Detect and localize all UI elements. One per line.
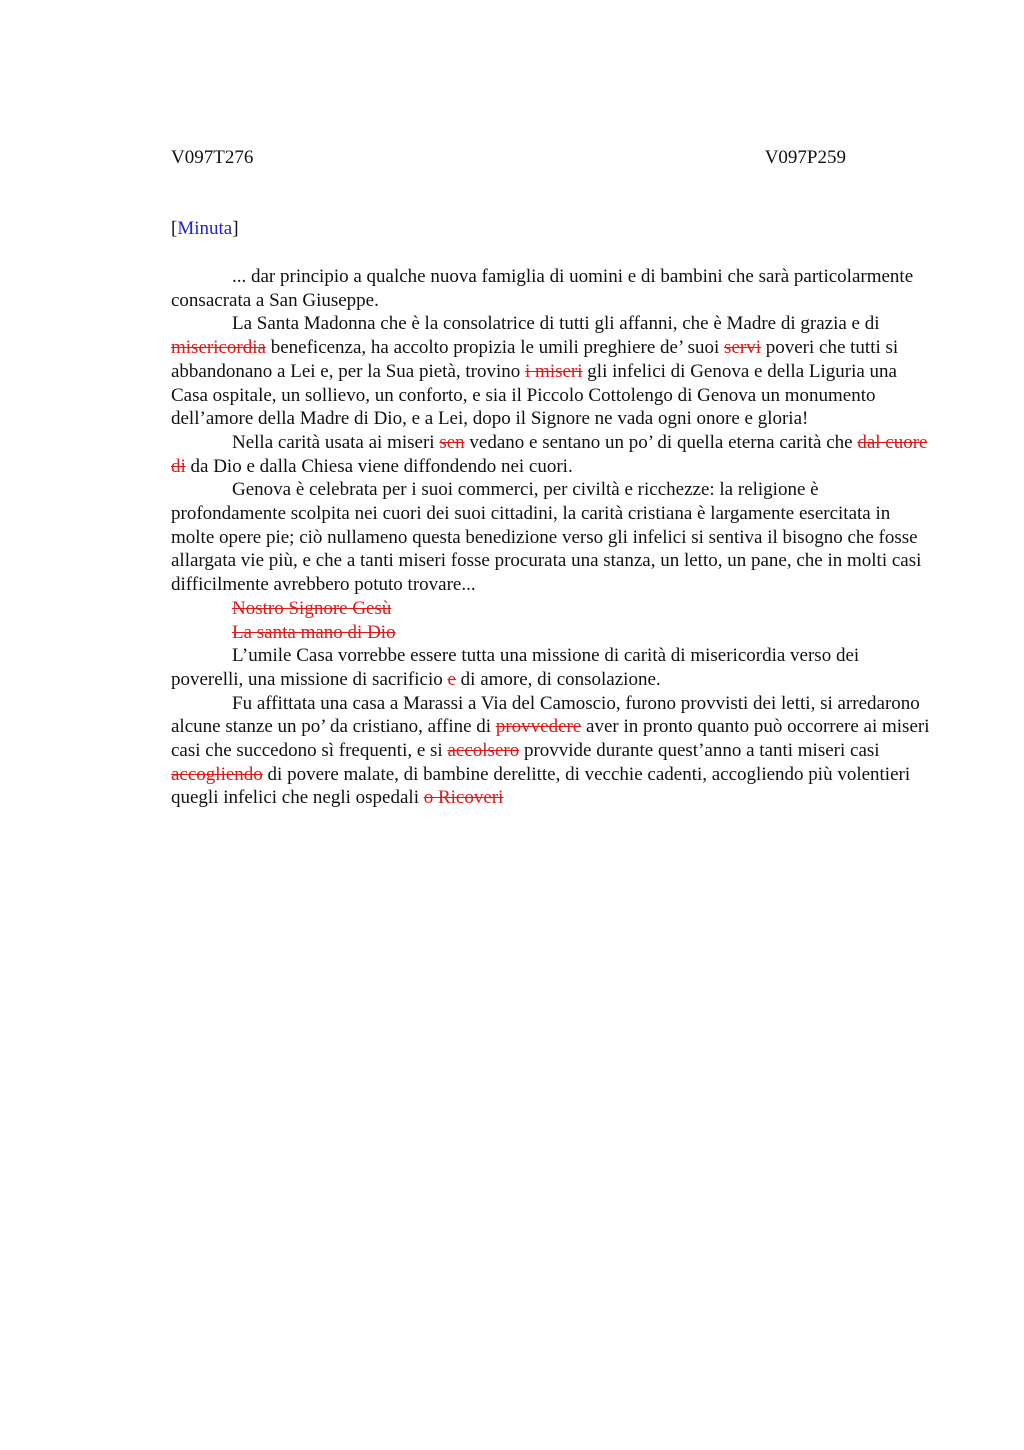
paragraph bbox=[171, 265, 931, 312]
text-segment: beneficenza, ha accolto propizia le umili preghiere de’ suoi bbox=[265, 337, 725, 359]
text-segment: di amore, di consolazione. bbox=[455, 668, 661, 690]
text-segment: provvide durante quest’anno a tanti miseri casi bbox=[519, 740, 880, 762]
bracket-open: [ bbox=[171, 218, 178, 239]
text-segment: vedano e sentano un po’ di quella eterna carità che bbox=[464, 431, 858, 453]
text-segment: gli infelici di Genova e della Liguria una Casa ospitale, un sollievo, un conforto, e sia il Piccolo Cottolengo di Genova un monumento dell’amore della Madre di Dio, e a Lei, dopo il Signore ne vada ogni onore e gloria! bbox=[171, 360, 897, 430]
text-segment: Nella carità usata ai miseri bbox=[232, 431, 440, 453]
deleted-text: Nostro Signore Gesù bbox=[232, 597, 392, 619]
deleted-text: accolsero bbox=[447, 740, 520, 762]
document-body bbox=[171, 265, 931, 810]
minuta-label: Minuta bbox=[177, 218, 233, 239]
deleted-text: o Ricoveri bbox=[423, 787, 504, 809]
text-segment: di povere malate, di bambine derelitte, di vecchie cadenti, accogliendo più volentieri quegli infelici che negli ospedali bbox=[171, 763, 911, 809]
text-segment: Genova è celebrata per i suoi commerci, per civiltà e ricchezze: la religione è profondamente scolpita nei cuori dei suoi cittadini, la carità cristiana è largamente esercitata in molte opere pie; ciò nullameno questa benedizione verso gli infelici si sentiva il bisogno che fosse allargata vie più, e che a tanti miseri fosse procurata una stanza, un letto, un pane, che in molti casi difficilmente avrebbero potuto trovare... bbox=[171, 479, 922, 596]
deleted-text: e bbox=[447, 668, 456, 690]
volume-text-code: V097T276 bbox=[171, 147, 254, 168]
deleted-text: dal cuore di bbox=[171, 431, 928, 477]
bracket-close: ] bbox=[232, 218, 239, 239]
text-segment: ... dar principio a qualche nuova famiglia di uomini e di bambini che sarà particolarmente consacrata a San Giuseppe. bbox=[171, 266, 914, 311]
text-segment: L’umile Casa vorrebbe essere tutta una missione di carità di misericordia verso dei poverelli, una missione di sacrificio bbox=[171, 645, 860, 690]
deleted-text: La santa mano di Dio bbox=[232, 621, 396, 643]
text-segment: da Dio e dalla Chiesa viene diffondendo nei cuori. bbox=[185, 455, 573, 477]
paragraph bbox=[171, 644, 931, 691]
deleted-text: accogliendo bbox=[171, 763, 263, 785]
paragraph bbox=[171, 431, 931, 478]
text-segment: aver in pronto quanto può occorrere ai miseri casi che succedono sì frequenti, e si bbox=[171, 716, 930, 762]
document-type-label bbox=[171, 216, 239, 242]
cancelled-line bbox=[171, 621, 931, 645]
deleted-text: sen bbox=[439, 431, 465, 453]
paragraph bbox=[171, 692, 931, 811]
paragraph bbox=[171, 312, 931, 431]
cancelled-line bbox=[171, 597, 931, 621]
text-segment: La Santa Madonna che è la consolatrice di tutti gli affanni, che è Madre di grazia e di bbox=[232, 313, 880, 335]
deleted-text: i miseri bbox=[525, 360, 583, 382]
deleted-text: servi bbox=[724, 337, 761, 359]
deleted-text: provvedere bbox=[495, 716, 582, 738]
volume-page-code: V097P259 bbox=[764, 147, 846, 168]
text-segment: poveri che tutti si abbandonano a Lei e, per la Sua pietà, trovino bbox=[171, 337, 899, 382]
deleted-text: misericordia bbox=[171, 337, 266, 359]
paragraph bbox=[171, 478, 931, 597]
text-segment: Fu affittata una casa a Marassi a Via del Camoscio, furono provvisti dei letti, si arredarono alcune stanze un po’ da cristiano, affine di bbox=[171, 692, 920, 738]
document-header bbox=[171, 145, 846, 171]
